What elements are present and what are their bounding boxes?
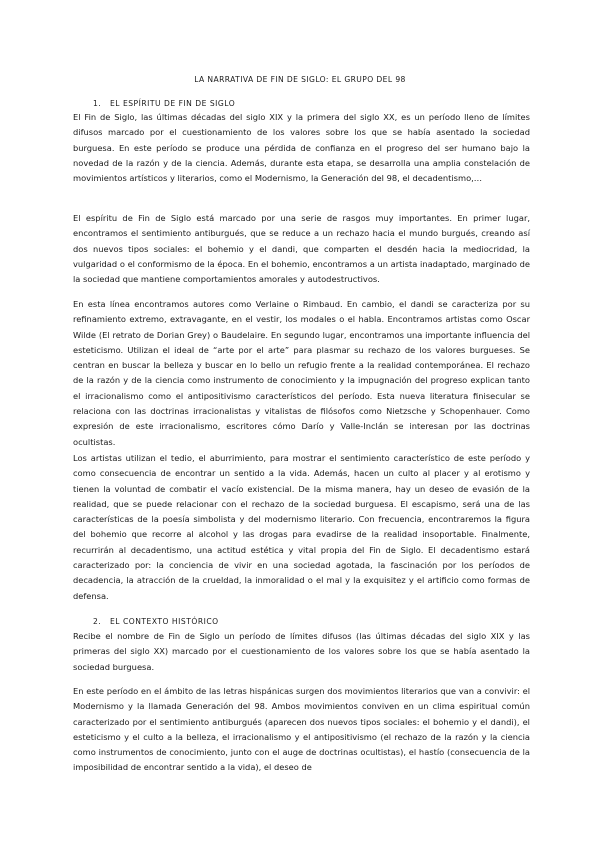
section-heading-text: EL ESPÍRITU DE FIN DE SIGLO xyxy=(110,99,236,108)
section-heading-text: EL CONTEXTO HISTÓRICO xyxy=(110,617,219,626)
section-heading-1 xyxy=(93,99,235,108)
paragraph: El espíritu de Fin de Siglo está marcado por una serie de rasgos muy importantes. En primer lugar, encontramos el sentimiento antiburgués, que se reduce a un rechazo hacia el mundo burgués, creando así dos nuevos tipos sociales: el bohemio y el dandi, que comparten el desdén hacia la mediocridad, la vulgaridad o el conformismo de la época. En el bohemio, encontramos a un artista inadaptado, marginado de la sociedad que mantiene comportamientos amorales y autodestructivos. xyxy=(73,213,530,285)
document-title: LA NARRATIVA DE FIN DE SIGLO: EL GRUPO DEL 98 xyxy=(194,75,406,84)
section-number: 2. xyxy=(93,617,102,626)
paragraph: Los artistas utilizan el tedio, el aburrimiento, para mostrar el sentimiento característico de este período y como consecuencia de encontrar un sentido a la vida. Además, hacen un culto al placer y al erotismo y tienen la voluntad de combatir el vacío existencial. De la misma manera, hay un deseo de evasión de la realidad, que se puede relacionar con el rechazo de la sociedad burguesa. El escapismo, será una de las características de la poesía simbolista y del modernismo literario. Con frecuencia, encontraremos la figura del bohemio que recorre al alcohol y las drogas para evadirse de la realidad insoportable. Finalmente, recurrirán al decadentismo, una actitud estética y vital propia del Fin de Siglo. El decadentismo estará caracterizado por: la conciencia de vivir en una sociedad agotada, la fascinación por los períodos de decadencia, la atracción de la crueldad, la inmoralidad o el mal y la exquisitez y el artificio como formas de defensa. xyxy=(73,453,530,601)
section-number: 1. xyxy=(93,99,102,108)
paragraph: En esta línea encontramos autores como Verlaine o Rimbaud. En cambio, el dandi se caracteriza por su refinamiento extremo, extravagante, en el vestir, los modales o el habla. Encontramos artistas como Oscar Wilde (El retrato de Dorian Grey) o Baudelaire. En segundo lugar, encontramos una importante influencia del esteticismo. Utilizan el ideal de “arte por el arte” para plasmar su rechazo de los valores burgueses. Se centran en buscar la belleza y buscar en lo bello un refugio frente a la realidad contemporánea. El rechazo de la razón y de la ciencia como instrumento de conocimiento y la impugnación del progreso explican tanto el irracionalismo como el antipositivismo característicos del período. Esta nueva literatura finisecular se relaciona con las doctrinas irracionalistas y vitalistas de filósofos como Nietzsche y Schopenhauer. Como expresión de este irracionalismo, escritores cómo Darío y Valle-Inclán se interesan por las doctrinas ocultistas. xyxy=(73,299,530,447)
paragraph: En este período en el ámbito de las letras hispánicas surgen dos movimientos literarios que van a convivir: el Modernismo y la llamada Generación del 98. Ambos movimientos conviven en un clima espiritual común caracterizado por el sentimiento antiburgués (aparecen dos nuevos tipos sociales: el bohemio y el dandi), el esteticismo y el culto a la belleza, el irracionalismo y el antipositivismo (el rechazo de la razón y la ciencia como instrumentos de conocimiento, junto con el auge de doctrinas ocultistas), el hastío (consecuencia de la imposibilidad de encontrar sentido a la vida), el deseo de xyxy=(73,686,530,773)
section-heading-2 xyxy=(93,617,219,626)
paragraph: Recibe el nombre de Fin de Siglo un período de límites difusos (las últimas décadas del siglo XIX y las primeras del siglo XX) marcado por el cuestionamiento de los valores sobre los que se había asentado la sociedad burguesa. xyxy=(73,631,530,672)
paragraph: El Fin de Siglo, las últimas décadas del siglo XIX y la primera del siglo XX, es un período lleno de límites difusos marcado por el cuestionamiento de los valores sobre los que se había asentado la sociedad burguesa. En este período se produce una pérdida de confianza en el progreso del ser humano bajo la novedad de la razón y de la ciencia. Además, durante esta etapa, se desarrolla una amplia constelación de movimientos artísticos y literarios, como el Modernismo, la Generación del 98, el decadentismo,… xyxy=(73,112,530,184)
